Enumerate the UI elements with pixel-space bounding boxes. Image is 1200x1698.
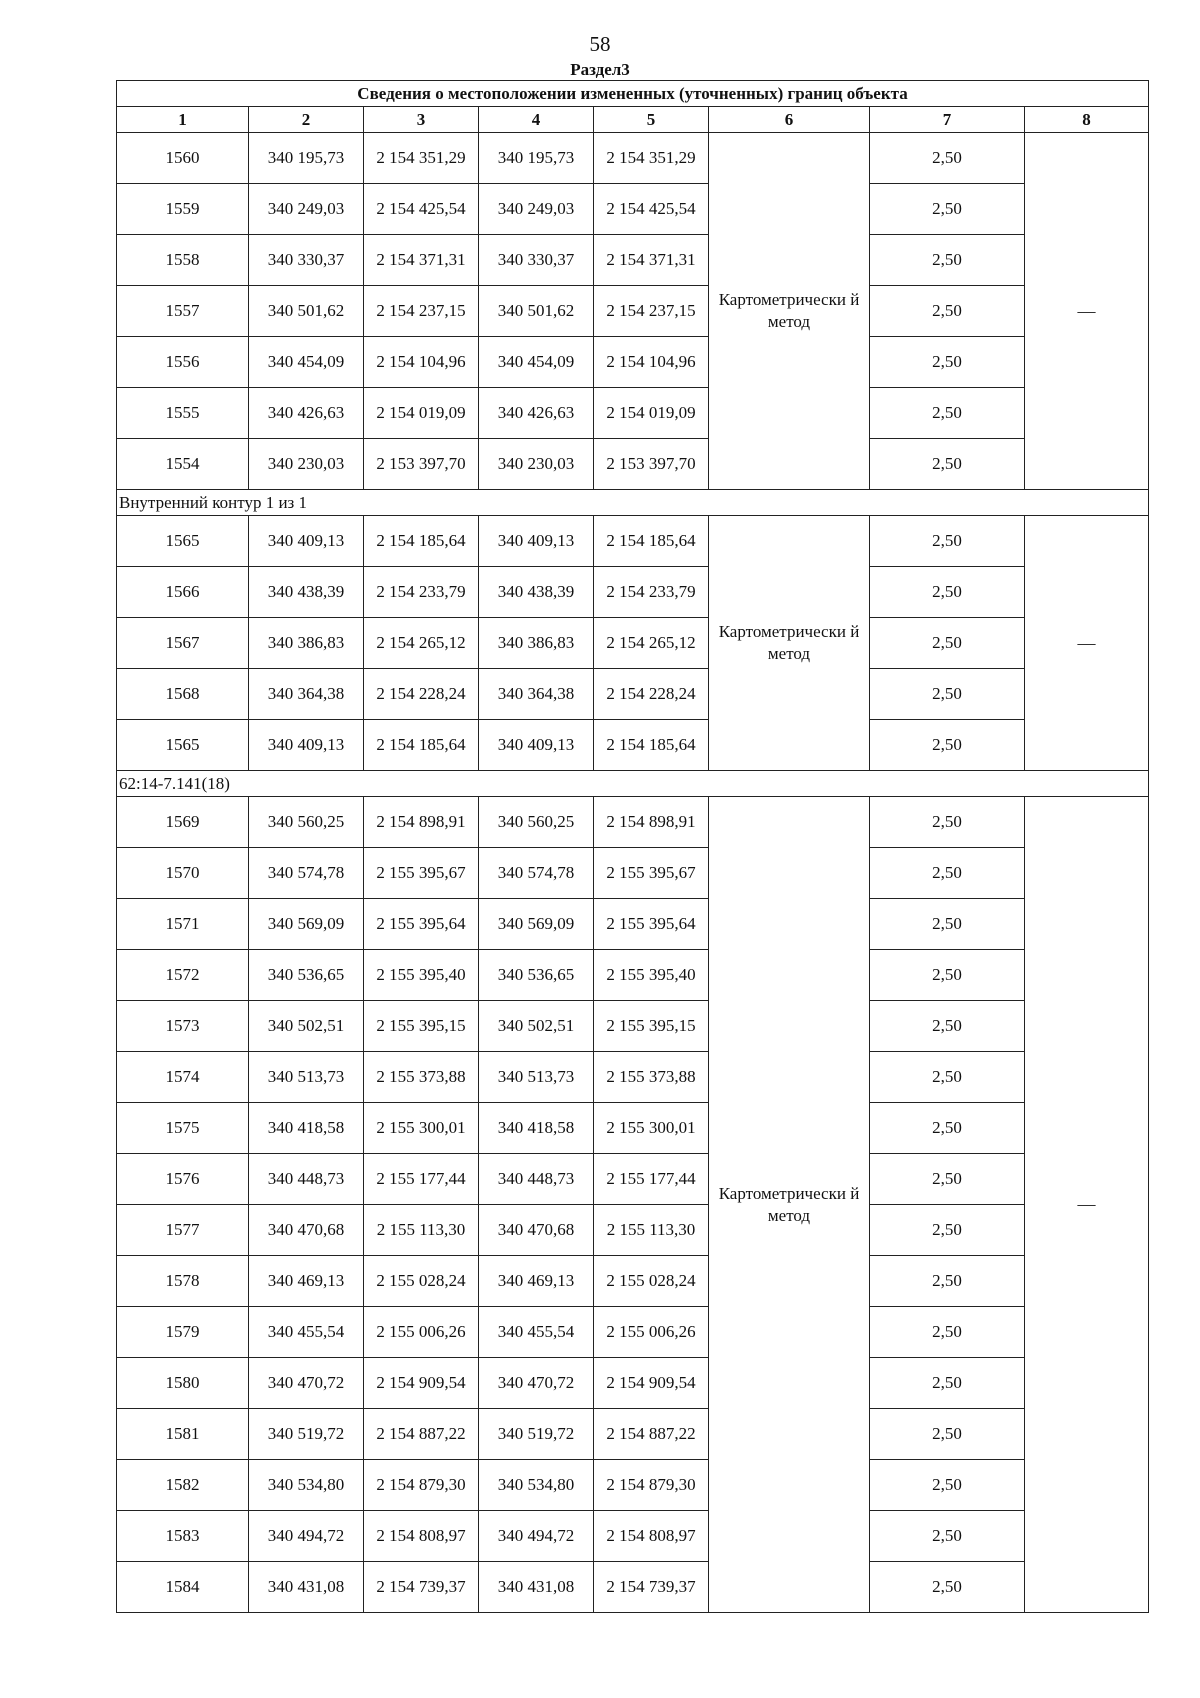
x-old-cell: 340 249,03	[249, 184, 364, 235]
note-cell: —	[1025, 133, 1149, 490]
point-number-cell: 1555	[117, 388, 249, 439]
y-new-cell: 2 155 300,01	[594, 1103, 709, 1154]
table-row	[117, 388, 1149, 439]
table-row	[117, 1154, 1149, 1205]
x-old-cell: 340 426,63	[249, 388, 364, 439]
y-old-cell: 2 154 808,97	[364, 1511, 479, 1562]
x-new-cell: 340 502,51	[479, 1001, 594, 1052]
x-old-cell: 340 502,51	[249, 1001, 364, 1052]
y-new-cell: 2 154 808,97	[594, 1511, 709, 1562]
x-old-cell: 340 330,37	[249, 235, 364, 286]
page-number: 58	[589, 32, 611, 56]
table-row	[117, 235, 1149, 286]
table-row	[117, 133, 1149, 184]
column-number: 1	[117, 107, 249, 133]
table-row	[117, 797, 1149, 848]
y-new-cell: 2 155 395,67	[594, 848, 709, 899]
x-old-cell: 340 386,83	[249, 618, 364, 669]
accuracy-cell: 2,50	[870, 899, 1025, 950]
accuracy-cell: 2,50	[870, 1358, 1025, 1409]
accuracy-cell: 2,50	[870, 797, 1025, 848]
table-row	[117, 848, 1149, 899]
accuracy-cell: 2,50	[870, 337, 1025, 388]
x-old-cell: 340 513,73	[249, 1052, 364, 1103]
table-row	[117, 1307, 1149, 1358]
y-old-cell: 2 154 019,09	[364, 388, 479, 439]
accuracy-cell: 2,50	[870, 439, 1025, 490]
y-new-cell: 2 154 104,96	[594, 337, 709, 388]
y-new-cell: 2 153 397,70	[594, 439, 709, 490]
x-old-cell: 340 438,39	[249, 567, 364, 618]
x-old-cell: 340 418,58	[249, 1103, 364, 1154]
y-old-cell: 2 154 351,29	[364, 133, 479, 184]
x-old-cell: 340 569,09	[249, 899, 364, 950]
accuracy-cell: 2,50	[870, 1511, 1025, 1562]
column-number: 4	[479, 107, 594, 133]
y-old-cell: 2 155 300,01	[364, 1103, 479, 1154]
x-old-cell: 340 470,72	[249, 1358, 364, 1409]
x-old-cell: 340 448,73	[249, 1154, 364, 1205]
x-new-cell: 340 426,63	[479, 388, 594, 439]
y-old-cell: 2 155 006,26	[364, 1307, 479, 1358]
y-old-cell: 2 155 395,40	[364, 950, 479, 1001]
x-new-cell: 340 519,72	[479, 1409, 594, 1460]
accuracy-cell: 2,50	[870, 1256, 1025, 1307]
coordinates-table	[116, 80, 1149, 1613]
x-new-cell: 340 574,78	[479, 848, 594, 899]
x-new-cell: 340 230,03	[479, 439, 594, 490]
column-number: 5	[594, 107, 709, 133]
accuracy-cell: 2,50	[870, 286, 1025, 337]
point-number-cell: 1554	[117, 439, 249, 490]
table-row	[117, 720, 1149, 771]
y-old-cell: 2 154 185,64	[364, 516, 479, 567]
accuracy-cell: 2,50	[870, 669, 1025, 720]
y-new-cell: 2 155 395,64	[594, 899, 709, 950]
point-number-cell: 1583	[117, 1511, 249, 1562]
x-old-cell: 340 501,62	[249, 286, 364, 337]
y-new-cell: 2 154 228,24	[594, 669, 709, 720]
x-new-cell: 340 470,68	[479, 1205, 594, 1256]
y-new-cell: 2 154 371,31	[594, 235, 709, 286]
y-new-cell: 2 155 006,26	[594, 1307, 709, 1358]
point-number-cell: 1560	[117, 133, 249, 184]
y-old-cell: 2 154 228,24	[364, 669, 479, 720]
table-row	[117, 1358, 1149, 1409]
table-row	[117, 1256, 1149, 1307]
x-new-cell: 340 448,73	[479, 1154, 594, 1205]
y-old-cell: 2 154 237,15	[364, 286, 479, 337]
x-old-cell: 340 409,13	[249, 516, 364, 567]
y-new-cell: 2 154 265,12	[594, 618, 709, 669]
x-new-cell: 340 536,65	[479, 950, 594, 1001]
x-old-cell: 340 519,72	[249, 1409, 364, 1460]
x-new-cell: 340 364,38	[479, 669, 594, 720]
x-old-cell: 340 470,68	[249, 1205, 364, 1256]
y-old-cell: 2 154 233,79	[364, 567, 479, 618]
y-old-cell: 2 155 373,88	[364, 1052, 479, 1103]
y-old-cell: 2 155 395,64	[364, 899, 479, 950]
point-number-cell: 1558	[117, 235, 249, 286]
accuracy-cell: 2,50	[870, 184, 1025, 235]
point-number-cell: 1579	[117, 1307, 249, 1358]
accuracy-cell: 2,50	[870, 1103, 1025, 1154]
y-new-cell: 2 154 185,64	[594, 516, 709, 567]
table-title-row	[117, 81, 1149, 107]
point-number-cell: 1582	[117, 1460, 249, 1511]
point-number-cell: 1576	[117, 1154, 249, 1205]
y-new-cell: 2 155 373,88	[594, 1052, 709, 1103]
x-old-cell: 340 431,08	[249, 1562, 364, 1613]
x-new-cell: 340 513,73	[479, 1052, 594, 1103]
y-new-cell: 2 155 028,24	[594, 1256, 709, 1307]
x-new-cell: 340 409,13	[479, 516, 594, 567]
x-new-cell: 340 195,73	[479, 133, 594, 184]
x-old-cell: 340 574,78	[249, 848, 364, 899]
y-new-cell: 2 154 879,30	[594, 1460, 709, 1511]
table-row	[117, 184, 1149, 235]
accuracy-cell: 2,50	[870, 1205, 1025, 1256]
column-number: 7	[870, 107, 1025, 133]
table-title: Сведения о местоположении измененных (уточненных) границ объекта	[117, 81, 1149, 107]
x-new-cell: 340 455,54	[479, 1307, 594, 1358]
y-new-cell: 2 154 233,79	[594, 567, 709, 618]
point-number-cell: 1574	[117, 1052, 249, 1103]
point-number-cell: 1577	[117, 1205, 249, 1256]
x-new-cell: 340 534,80	[479, 1460, 594, 1511]
y-old-cell: 2 154 898,91	[364, 797, 479, 848]
y-old-cell: 2 154 265,12	[364, 618, 479, 669]
accuracy-cell: 2,50	[870, 1307, 1025, 1358]
x-old-cell: 340 454,09	[249, 337, 364, 388]
x-new-cell: 340 330,37	[479, 235, 594, 286]
accuracy-cell: 2,50	[870, 1562, 1025, 1613]
table-row	[117, 516, 1149, 567]
point-number-cell: 1573	[117, 1001, 249, 1052]
x-new-cell: 340 454,09	[479, 337, 594, 388]
method-cell: Картометрически й метод	[709, 516, 870, 771]
table-row	[117, 1001, 1149, 1052]
y-new-cell: 2 154 351,29	[594, 133, 709, 184]
x-old-cell: 340 469,13	[249, 1256, 364, 1307]
x-new-cell: 340 469,13	[479, 1256, 594, 1307]
method-cell: Картометрически й метод	[709, 797, 870, 1613]
x-old-cell: 340 409,13	[249, 720, 364, 771]
table-row	[117, 899, 1149, 950]
method-cell: Картометрически й метод	[709, 133, 870, 490]
y-new-cell: 2 154 237,15	[594, 286, 709, 337]
point-number-cell: 1581	[117, 1409, 249, 1460]
column-number: 6	[709, 107, 870, 133]
table-row	[117, 618, 1149, 669]
group-header: 62:14-7.141(18)	[117, 771, 1149, 797]
point-number-cell: 1578	[117, 1256, 249, 1307]
accuracy-cell: 2,50	[870, 950, 1025, 1001]
point-number-cell: 1572	[117, 950, 249, 1001]
y-new-cell: 2 155 177,44	[594, 1154, 709, 1205]
y-new-cell: 2 155 395,15	[594, 1001, 709, 1052]
y-new-cell: 2 154 739,37	[594, 1562, 709, 1613]
column-number-row	[117, 107, 1149, 133]
x-new-cell: 340 249,03	[479, 184, 594, 235]
y-old-cell: 2 155 113,30	[364, 1205, 479, 1256]
y-old-cell: 2 154 879,30	[364, 1460, 479, 1511]
table-row	[117, 1562, 1149, 1613]
y-old-cell: 2 155 177,44	[364, 1154, 479, 1205]
column-number: 8	[1025, 107, 1149, 133]
x-old-cell: 340 364,38	[249, 669, 364, 720]
point-number-cell: 1571	[117, 899, 249, 950]
y-old-cell: 2 154 104,96	[364, 337, 479, 388]
accuracy-cell: 2,50	[870, 1052, 1025, 1103]
point-number-cell: 1569	[117, 797, 249, 848]
table-row	[117, 1409, 1149, 1460]
point-number-cell: 1565	[117, 720, 249, 771]
y-new-cell: 2 154 887,22	[594, 1409, 709, 1460]
accuracy-cell: 2,50	[870, 1409, 1025, 1460]
table-row	[117, 1205, 1149, 1256]
y-new-cell: 2 155 395,40	[594, 950, 709, 1001]
column-number: 3	[364, 107, 479, 133]
group-header: Внутренний контур 1 из 1	[117, 490, 1149, 516]
group-header-row	[117, 771, 1149, 797]
accuracy-cell: 2,50	[870, 516, 1025, 567]
point-number-cell: 1584	[117, 1562, 249, 1613]
x-old-cell: 340 230,03	[249, 439, 364, 490]
point-number-cell: 1580	[117, 1358, 249, 1409]
x-old-cell: 340 560,25	[249, 797, 364, 848]
x-old-cell: 340 536,65	[249, 950, 364, 1001]
table-row	[117, 669, 1149, 720]
accuracy-cell: 2,50	[870, 133, 1025, 184]
point-number-cell: 1556	[117, 337, 249, 388]
x-new-cell: 340 409,13	[479, 720, 594, 771]
note-cell: —	[1025, 516, 1149, 771]
x-new-cell: 340 501,62	[479, 286, 594, 337]
accuracy-cell: 2,50	[870, 720, 1025, 771]
point-number-cell: 1568	[117, 669, 249, 720]
accuracy-cell: 2,50	[870, 1460, 1025, 1511]
x-new-cell: 340 431,08	[479, 1562, 594, 1613]
y-old-cell: 2 155 395,15	[364, 1001, 479, 1052]
y-old-cell: 2 154 887,22	[364, 1409, 479, 1460]
y-new-cell: 2 154 909,54	[594, 1358, 709, 1409]
x-new-cell: 340 438,39	[479, 567, 594, 618]
y-old-cell: 2 154 909,54	[364, 1358, 479, 1409]
x-old-cell: 340 455,54	[249, 1307, 364, 1358]
point-number-cell: 1566	[117, 567, 249, 618]
point-number-cell: 1570	[117, 848, 249, 899]
x-old-cell: 340 195,73	[249, 133, 364, 184]
table-row	[117, 439, 1149, 490]
x-new-cell: 340 494,72	[479, 1511, 594, 1562]
x-old-cell: 340 534,80	[249, 1460, 364, 1511]
y-new-cell: 2 154 898,91	[594, 797, 709, 848]
point-number-cell: 1559	[117, 184, 249, 235]
table-row	[117, 337, 1149, 388]
table-row	[117, 1103, 1149, 1154]
y-old-cell: 2 154 425,54	[364, 184, 479, 235]
table-row	[117, 1460, 1149, 1511]
note-cell: —	[1025, 797, 1149, 1613]
y-old-cell: 2 153 397,70	[364, 439, 479, 490]
y-old-cell: 2 155 395,67	[364, 848, 479, 899]
table-row	[117, 567, 1149, 618]
y-old-cell: 2 155 028,24	[364, 1256, 479, 1307]
x-new-cell: 340 569,09	[479, 899, 594, 950]
y-old-cell: 2 154 185,64	[364, 720, 479, 771]
x-old-cell: 340 494,72	[249, 1511, 364, 1562]
y-new-cell: 2 154 185,64	[594, 720, 709, 771]
x-new-cell: 340 560,25	[479, 797, 594, 848]
x-new-cell: 340 470,72	[479, 1358, 594, 1409]
x-new-cell: 340 418,58	[479, 1103, 594, 1154]
y-new-cell: 2 155 113,30	[594, 1205, 709, 1256]
x-new-cell: 340 386,83	[479, 618, 594, 669]
point-number-cell: 1575	[117, 1103, 249, 1154]
group-header-row	[117, 490, 1149, 516]
y-new-cell: 2 154 019,09	[594, 388, 709, 439]
column-number: 2	[249, 107, 364, 133]
point-number-cell: 1565	[117, 516, 249, 567]
table-row	[117, 950, 1149, 1001]
accuracy-cell: 2,50	[870, 567, 1025, 618]
accuracy-cell: 2,50	[870, 848, 1025, 899]
table-row	[117, 1511, 1149, 1562]
table-row	[117, 1052, 1149, 1103]
y-new-cell: 2 154 425,54	[594, 184, 709, 235]
point-number-cell: 1557	[117, 286, 249, 337]
section-title: Раздел3	[570, 60, 630, 79]
point-number-cell: 1567	[117, 618, 249, 669]
accuracy-cell: 2,50	[870, 1154, 1025, 1205]
y-old-cell: 2 154 739,37	[364, 1562, 479, 1613]
accuracy-cell: 2,50	[870, 388, 1025, 439]
accuracy-cell: 2,50	[870, 1001, 1025, 1052]
accuracy-cell: 2,50	[870, 235, 1025, 286]
table-row	[117, 286, 1149, 337]
y-old-cell: 2 154 371,31	[364, 235, 479, 286]
accuracy-cell: 2,50	[870, 618, 1025, 669]
